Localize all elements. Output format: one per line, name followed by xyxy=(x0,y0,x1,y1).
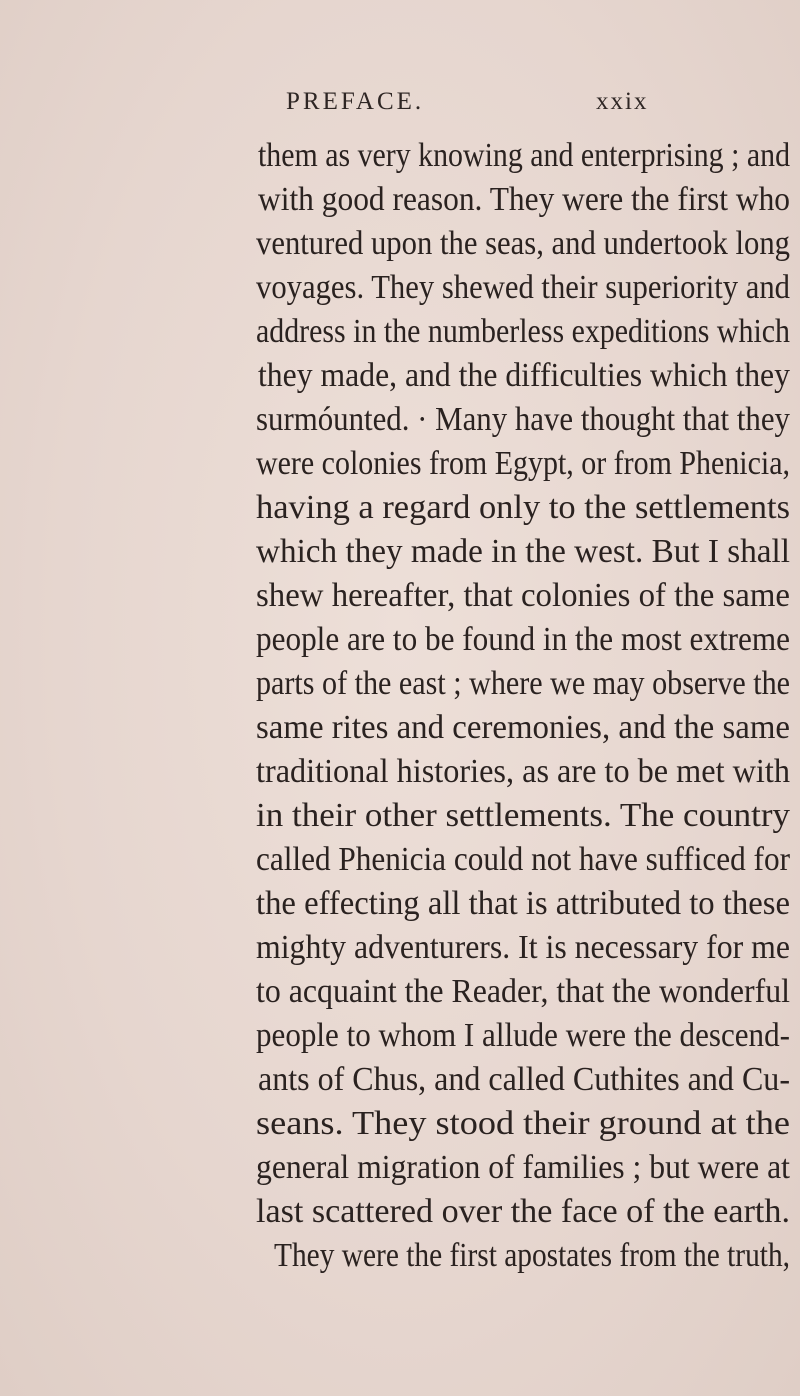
page-number: xxix xyxy=(596,88,649,115)
text-line: the effecting all that is attributed to these xyxy=(256,885,790,922)
text-line: mighty adventurers. It is necessary for me xyxy=(256,929,790,966)
text-line: ventured upon the seas, and undertook long xyxy=(256,225,791,262)
text-line: having a regard only to the settlements xyxy=(256,489,791,526)
text-line: ants of Chus, and called Cuthites and Cu- xyxy=(258,1061,790,1098)
text-line: traditional histories, as are to be met with xyxy=(256,753,790,790)
text-line: they made, and the difficulties which they xyxy=(258,357,790,394)
text-line: called Phenicia could not have sufficed for xyxy=(256,841,791,878)
text-line: which they made in the west. But I shall xyxy=(256,533,790,570)
text-line: with good reason. They were the first who xyxy=(258,181,791,218)
text-line: them as very knowing and enterprising ; and xyxy=(258,137,791,174)
text-line: general migration of families ; but were at xyxy=(256,1149,790,1186)
text-line: same rites and ceremonies, and the same xyxy=(256,709,791,746)
text-line: surmóunted. · Many have thought that they xyxy=(256,401,790,438)
text-line: shew hereafter, that colonies of the same xyxy=(256,577,791,614)
text-line: last scattered over the face of the earth. xyxy=(256,1193,790,1230)
text-line: voyages. They shewed their superiority and xyxy=(256,269,790,306)
text-line: people to whom I allude were the descend- xyxy=(256,1017,790,1054)
text-line: seans. They stood their ground at the xyxy=(256,1105,790,1142)
running-head-title: PREFACE. xyxy=(286,88,425,115)
running-head xyxy=(258,88,658,128)
text-line: They were the first apostates from the truth, xyxy=(274,1237,791,1274)
text-line: address in the numberless expeditions which xyxy=(256,313,790,350)
text-line: in their other settlements. The country xyxy=(256,797,790,834)
text-line: parts of the east ; where we may observe the xyxy=(256,665,791,702)
text-line: were colonies from Egypt, or from Phenicia, xyxy=(256,445,791,482)
text-line: to acquaint the Reader, that the wonderful xyxy=(256,973,790,1010)
text-line: people are to be found in the most extreme xyxy=(256,621,791,658)
